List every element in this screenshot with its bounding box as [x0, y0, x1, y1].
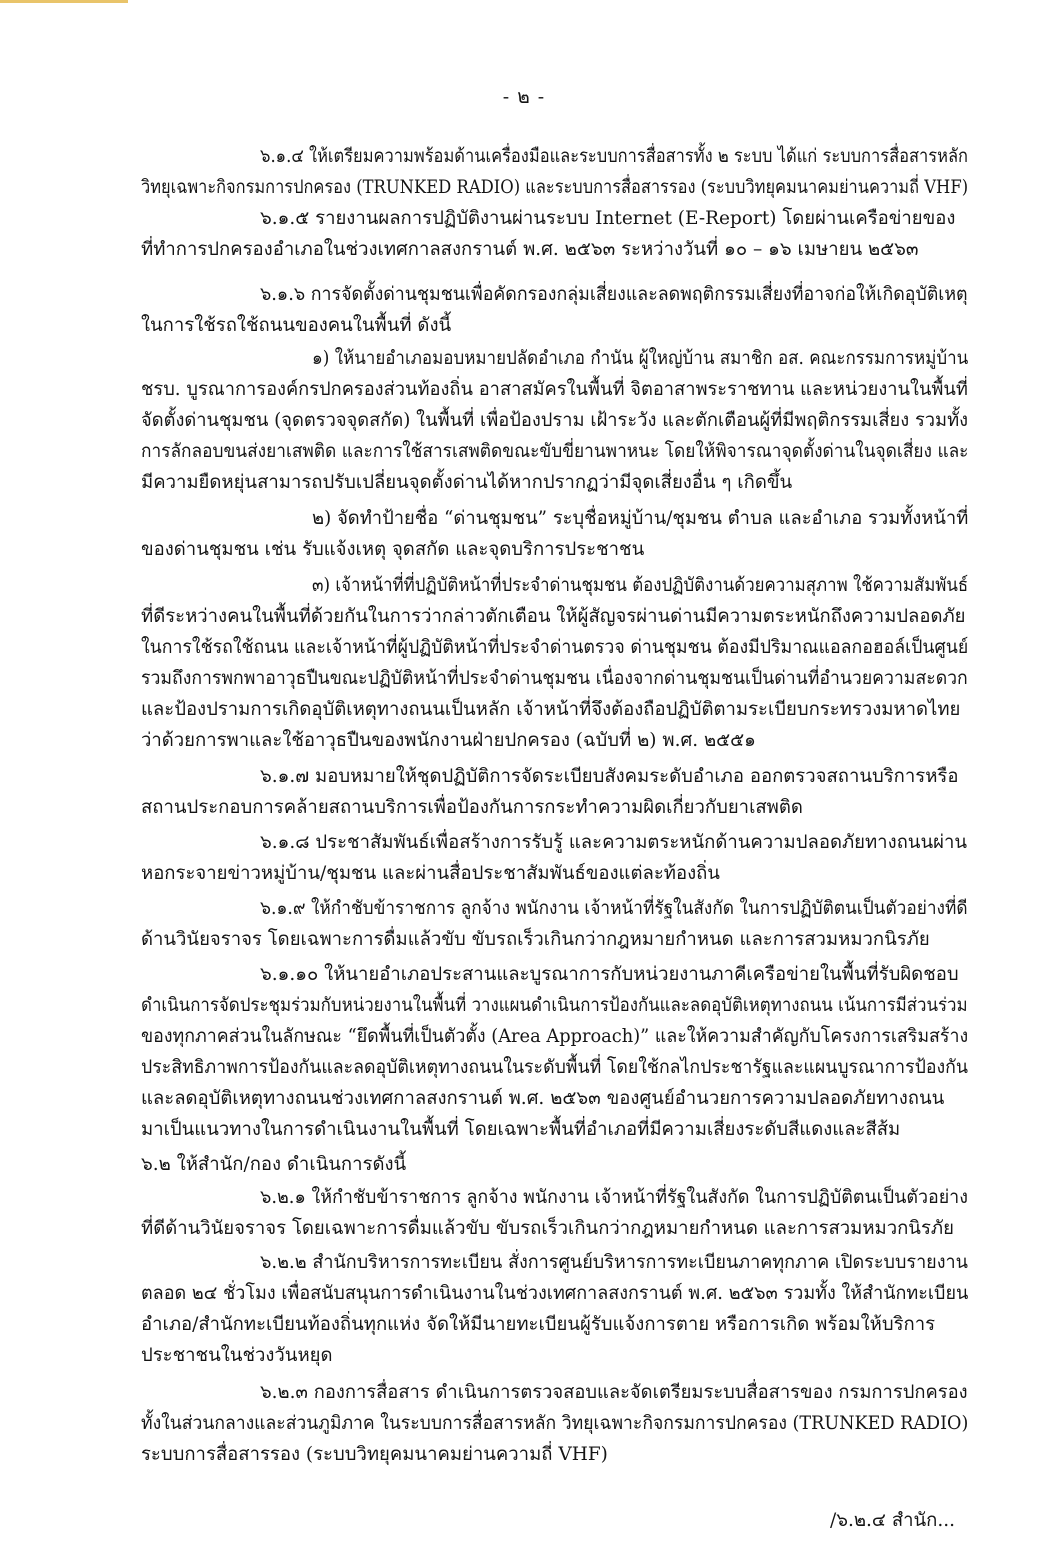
text-line: ๖.๑.๔ ให้เตรียมความพร้อมด้านเครื่องมือและระบบการสื่อสารทั้ง ๒ ระบบ ได้แก่ ระบบการสื่อสารหลัก [260, 146, 969, 167]
text-line: ที่ดีระหว่างคนในพื้นที่ด้วยกันในการว่ากล่าวตักเตือน ให้ผู้สัญจรผ่านด่านมีความตระหนักถึงความปลอดภัย [141, 606, 966, 627]
text-line: อำเภอ/สำนักทะเบียนท้องถิ่นทุกแห่ง จัดให้มีนายทะเบียนผู้รับแจ้งการตาย หรือการเกิด พร้อมให้บริการ [141, 1314, 936, 1335]
text-line: ทั้งในส่วนกลางและส่วนภูมิภาค ในระบบการสื่อสารหลัก วิทยุเฉพาะกิจกรมการปกครอง (TRUNKED RADIO) [141, 1413, 969, 1434]
text-line: ๖.๑.๕ รายงานผลการปฏิบัติงานผ่านระบบ Internet (E-Report) โดยผ่านเครือข่ายของ [260, 208, 956, 229]
text-line: ๖.๑.๑๐ ให้นายอำเภอประสานและบูรณาการกับหน่วยงานภาคีเครือข่ายในพื้นที่รับผิดชอบ [260, 964, 959, 985]
text-line: ๒) จัดทำป้ายชื่อ “ด่านชุมชน” ระบุชื่อหมู่บ้าน/ชุมชน ตำบล และอำเภอ รวมทั้งหน้าที่ [312, 508, 969, 529]
text-line: ที่ทำการปกครองอำเภอในช่วงเทศกาลสงกรานต์ พ.ศ. ๒๕๖๓ ระหว่างวันที่ ๑๐ – ๑๖ เมษายน ๒๕๖๓ [141, 239, 919, 260]
text-line: ๖.๒.๓ กองการสื่อสาร ดำเนินการตรวจสอบและจัดเตรียมระบบสื่อสารของ กรมการปกครอง [260, 1382, 968, 1403]
text-line: ของทุกภาคส่วนในลักษณะ “ยึดพื้นที่เป็นตัวตั้ง (Area Approach)” และให้ความสำคัญกับโครงการเสริมสร้าง [141, 1026, 969, 1047]
text-line: ๖.๑.๖ การจัดตั้งด่านชุมชนเพื่อคัดกรองกลุ่มเสี่ยงและลดพฤติกรรมเสี่ยงที่อาจก่อให้เกิดอุบัติเหตุ [260, 284, 968, 305]
text-line: จัดตั้งด่านชุมชน (จุดตรวจจุดสกัด) ในพื้นที่ เพื่อป้องปราม เฝ้าระวัง และตักเตือนผู้ที่มีพฤติกรรมเสี่ยง รวมทั้ง [141, 410, 969, 431]
text-line: การลักลอบขนส่งยาเสพติด และการใช้สารเสพติดขณะขับขี่ยานพาหนะ โดยให้พิจารณาจุดตั้งด่านในจุดเสี่ยง และ [141, 441, 969, 462]
text-line: ในการใช้รถใช้ถนน และเจ้าหน้าที่ผู้ปฏิบัติหน้าที่ประจำด่านตรวจ ด่านชุมชน ต้องมีปริมาณแอลกอฮอล์เป็นศูนย์ [141, 637, 969, 658]
text-line: ๑) ให้นายอำเภอมอบหมายปลัดอำเภอ กำนัน ผู้ใหญ่บ้าน สมาชิก อส. คณะกรรมการหมู่บ้าน [312, 348, 969, 369]
text-line: ๖.๒ ให้สำนัก/กอง ดำเนินการดังนี้ [141, 1154, 407, 1175]
text-line: และป้องปรามการเกิดอุบัติเหตุทางถนนเป็นหลัก เจ้าหน้าที่จึงต้องถือปฏิบัติตามระเบียบกระทรวงมหาดไทย [141, 699, 961, 720]
text-line: ๖.๒.๑ ให้กำชับข้าราชการ ลูกจ้าง พนักงาน เจ้าหน้าที่รัฐในสังกัด ในการปฏิบัติตนเป็นตัวอย่าง [260, 1187, 968, 1208]
text-line: ตลอด ๒๔ ชั่วโมง เพื่อสนับสนุนการดำเนินงานในช่วงเทศกาลสงกรานต์ พ.ศ. ๒๕๖๓ รวมทั้ง ให้สำนักทะเบียน [141, 1283, 969, 1304]
text-line: ระบบการสื่อสารรอง (ระบบวิทยุคมนาคมย่านความถี่ VHF) [141, 1444, 608, 1465]
text-line: ชรบ. บูรณาการองค์กรปกครองส่วนท้องถิ่น อาสาสมัครในพื้นที่ จิตอาสาพระราชทาน และหน่วยงานในพื้นที่ [141, 379, 968, 400]
text-line: ของด่านชุมชน เช่น รับแจ้งเหตุ จุดสกัด และจุดบริการประชาชน [141, 539, 645, 560]
page-number: - ๒ - [502, 86, 546, 108]
text-line: สถานประกอบการคล้ายสถานบริการเพื่อป้องกันการกระทำความผิดเกี่ยวกับยาเสพติด [141, 797, 803, 818]
text-line: มาเป็นแนวทางในการดำเนินงานในพื้นที่ โดยเฉพาะพื้นที่อำเภอที่มีความเสี่ยงระดับสีแดงและสีส้ม [141, 1119, 901, 1140]
text-line: ที่ดีด้านวินัยจราจร โดยเฉพาะการดื่มแล้วขับ ขับรถเร็วเกินกว่ากฎหมายกำหนด และการสวมหมวกนิรภัย [141, 1218, 954, 1239]
text-line: ประชาชนในช่วงวันหยุด [141, 1345, 333, 1366]
text-line: ประสิทธิภาพการป้องกันและลดอุบัติเหตุทางถนนในระดับพื้นที่ โดยใช้กลไกประชารัฐและแผนบูรณาการป้องกัน [141, 1057, 968, 1078]
text-line: มีความยืดหยุ่นสามารถปรับเปลี่ยนจุดตั้งด่านได้หากปรากฏว่ามีจุดเสี่ยงอื่น ๆ เกิดขึ้น [141, 472, 793, 493]
text-line: ๖.๒.๒ สำนักบริหารการทะเบียน สั่งการศูนย์บริหารการทะเบียนภาคทุกภาค เปิดระบบรายงาน [260, 1252, 968, 1273]
text-line: ดำเนินการจัดประชุมร่วมกับหน่วยงานในพื้นที่ วางแผนดำเนินการป้องกันและลดอุบัติเหตุทางถนน เน้นการมีส่วนร่วม [141, 995, 968, 1016]
text-line: วิทยุเฉพาะกิจกรมการปกครอง (TRUNKED RADIO) และระบบการสื่อสารรอง (ระบบวิทยุคมนาคมย่านความถี่ VHF) [141, 177, 969, 198]
text-line: และลดอุบัติเหตุทางถนนช่วงเทศกาลสงกรานต์ พ.ศ. ๒๕๖๓ ของศูนย์อำนวยการความปลอดภัยทางถนน [141, 1088, 945, 1109]
text-line: ๓) เจ้าหน้าที่ที่ปฏิบัติหน้าที่ประจำด่านชุมชน ต้องปฏิบัติงานด้วยความสุภาพ ใช้ความสัมพันธ์ [312, 575, 969, 596]
text-line: ๖.๑.๗ มอบหมายให้ชุดปฏิบัติการจัดระเบียบสังคมระดับอำเภอ ออกตรวจสถานบริการหรือ [260, 766, 959, 787]
text-line: ด้านวินัยจราจร โดยเฉพาะการดื่มแล้วขับ ขับรถเร็วเกินกว่ากฎหมายกำหนด และการสวมหมวกนิรภัย [141, 929, 930, 950]
continuation-footer: /๖.๒.๔ สำนัก... [830, 1510, 955, 1531]
text-line: รวมถึงการพกพาอาวุธปืนขณะปฏิบัติหน้าที่ประจำด่านชุมชน เนื่องจากด่านชุมชนเป็นด่านที่อำนวยความสะดวก [141, 668, 968, 689]
top-edge-mark [0, 0, 128, 3]
text-line: ๖.๑.๙ ให้กำชับข้าราชการ ลูกจ้าง พนักงาน เจ้าหน้าที่รัฐในสังกัด ในการปฏิบัติตนเป็นตัวอย่างที่ดี [260, 898, 968, 919]
text-line: หอกระจายข่าวหมู่บ้าน/ชุมชน และผ่านสื่อประชาสัมพันธ์ของแต่ละท้องถิ่น [141, 863, 720, 884]
text-line: ๖.๑.๘ ประชาสัมพันธ์เพื่อสร้างการรับรู้ และความตระหนักด้านความปลอดภัยทางถนนผ่าน [260, 832, 967, 853]
text-line: ในการใช้รถใช้ถนนของคนในพื้นที่ ดังนี้ [141, 315, 452, 336]
text-line: ว่าด้วยการพาและใช้อาวุธปืนของพนักงานฝ่ายปกครอง (ฉบับที่ ๒) พ.ศ. ๒๕๕๑ [141, 730, 756, 751]
